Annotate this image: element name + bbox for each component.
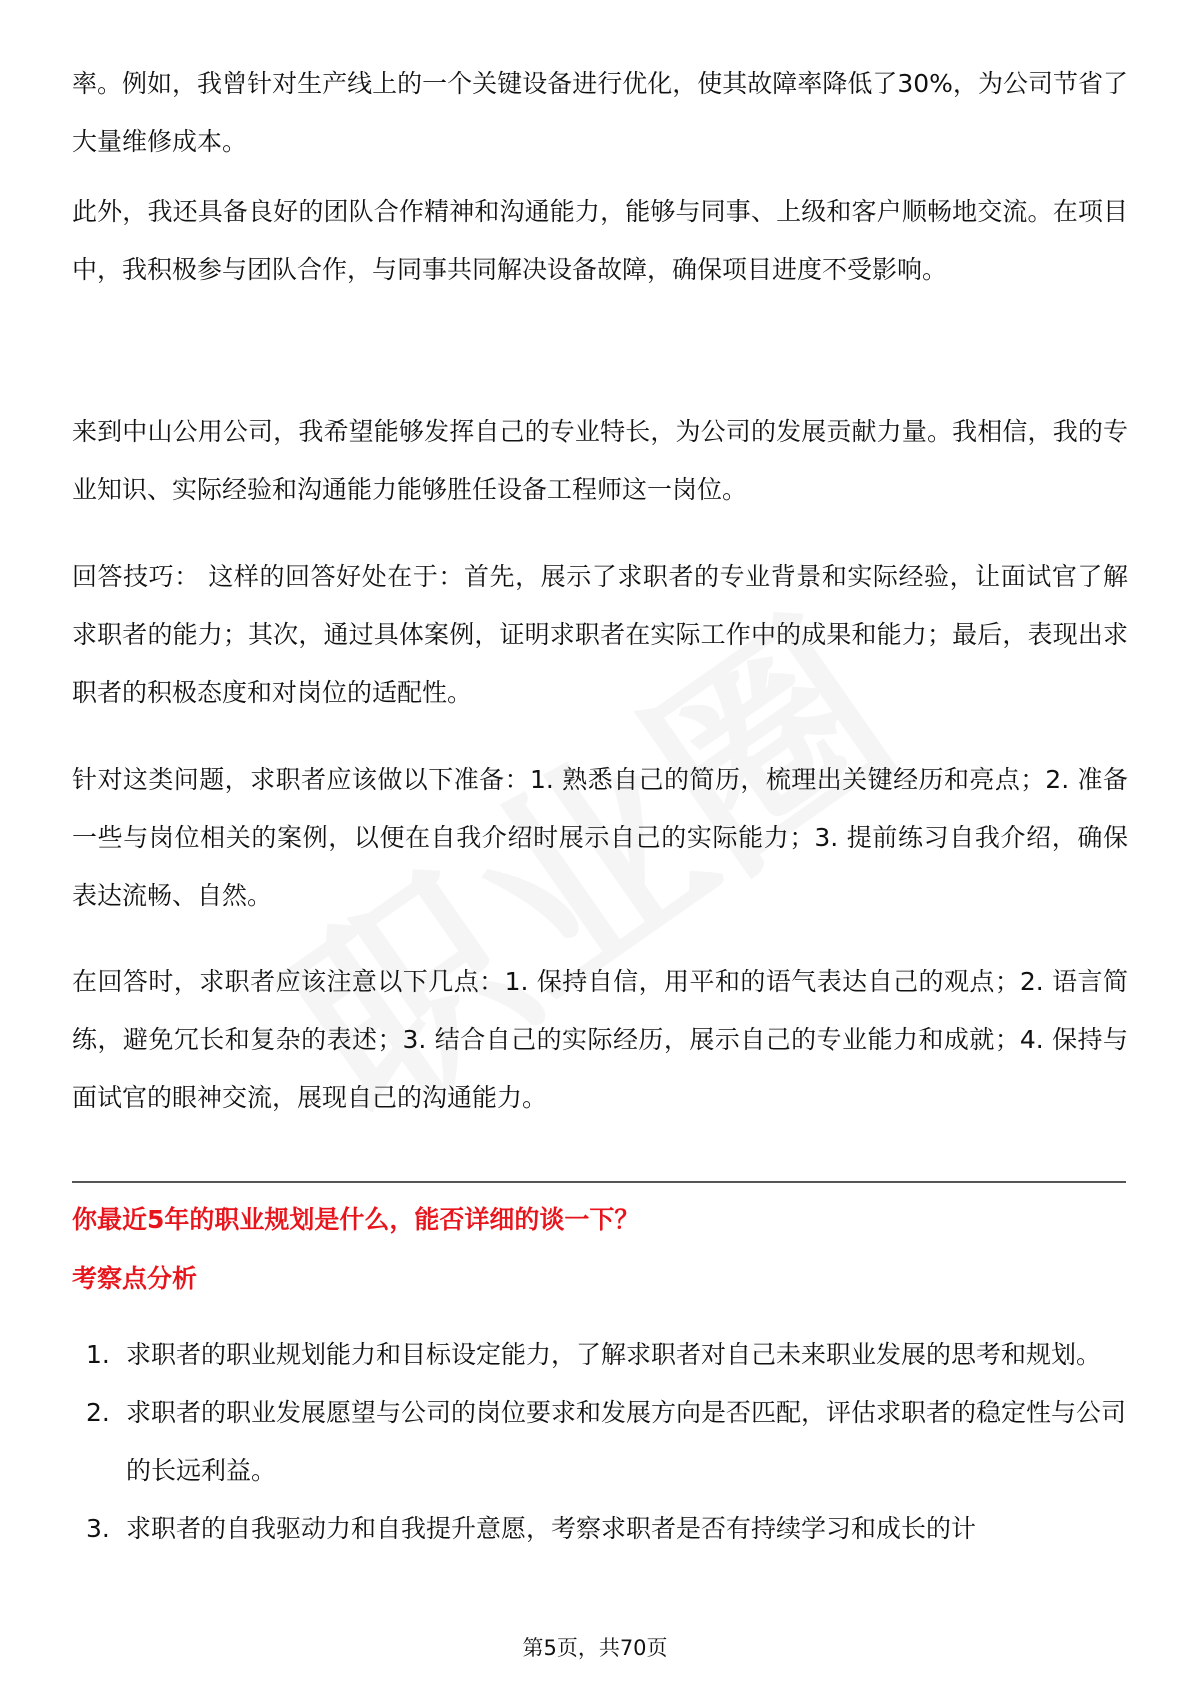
list-number: 1. <box>86 1340 110 1369</box>
list-number: 3. <box>86 1514 110 1543</box>
paragraph: 在回答时，求职者应该注意以下几点：1. 保持自信，用平和的语气表达自己的观点；2. 语言简练，避免冗长和复杂的表述；3. 结合自己的实际经历，展示自己的专业能力和成就；4. 保持与面试官的眼神交流，展现自己的沟通能力。 <box>72 967 1128 1112</box>
list-number: 2. <box>86 1398 110 1427</box>
list-item <box>72 1500 1128 1558</box>
list-item <box>72 1326 1128 1384</box>
page-number: 第5页，共70页 <box>522 1636 668 1660</box>
divider <box>72 1181 1126 1183</box>
paragraph: 率。例如，我曾针对生产线上的一个关键设备进行优化，使其故障率降低了30%，为公司节省了大量维修成本。 <box>72 69 1128 156</box>
list-text: 求职者的职业发展愿望与公司的岗位要求和发展方向是否匹配，评估求职者的稳定性与公司的长远利益。 <box>126 1398 1127 1485</box>
analysis-list <box>72 1326 1128 1558</box>
paragraph: 针对这类问题，求职者应该做以下准备：1. 熟悉自己的简历，梳理出关键经历和亮点；2. 准备一些与岗位相关的案例，以便在自我介绍时展示自己的实际能力；3. 提前练习自我介绍，确保表达流畅、自然。 <box>72 765 1128 910</box>
paragraph: 来到中山公用公司，我希望能够发挥自己的专业特长，为公司的发展贡献力量。我相信，我的专业知识、实际经验和沟通能力能够胜任设备工程师这一岗位。 <box>72 417 1128 504</box>
question-heading: 你最近5年的职业规划是什么，能否详细的谈一下？ <box>72 1205 640 1234</box>
list-text: 求职者的职业规划能力和目标设定能力，了解求职者对自己未来职业发展的思考和规划。 <box>126 1340 1102 1369</box>
list-text: 求职者的自我驱动力和自我提升意愿，考察求职者是否有持续学习和成长的计 <box>126 1514 977 1543</box>
list-item <box>72 1384 1128 1500</box>
analysis-heading: 考察点分析 <box>72 1264 198 1293</box>
paragraph-answer-tips: 回答技巧： 这样的回答好处在于：首先，展示了求职者的专业背景和实际经验，让面试官了解求职者的能力；其次，通过具体案例，证明求职者在实际工作中的成果和能力；最后，表现出求职者的积极态度和对岗位的适配性。 <box>72 562 1128 707</box>
paragraph: 此外，我还具备良好的团队合作精神和沟通能力，能够与同事、上级和客户顺畅地交流。在项目中，我积极参与团队合作，与同事共同解决设备故障，确保项目进度不受影响。 <box>72 197 1128 284</box>
